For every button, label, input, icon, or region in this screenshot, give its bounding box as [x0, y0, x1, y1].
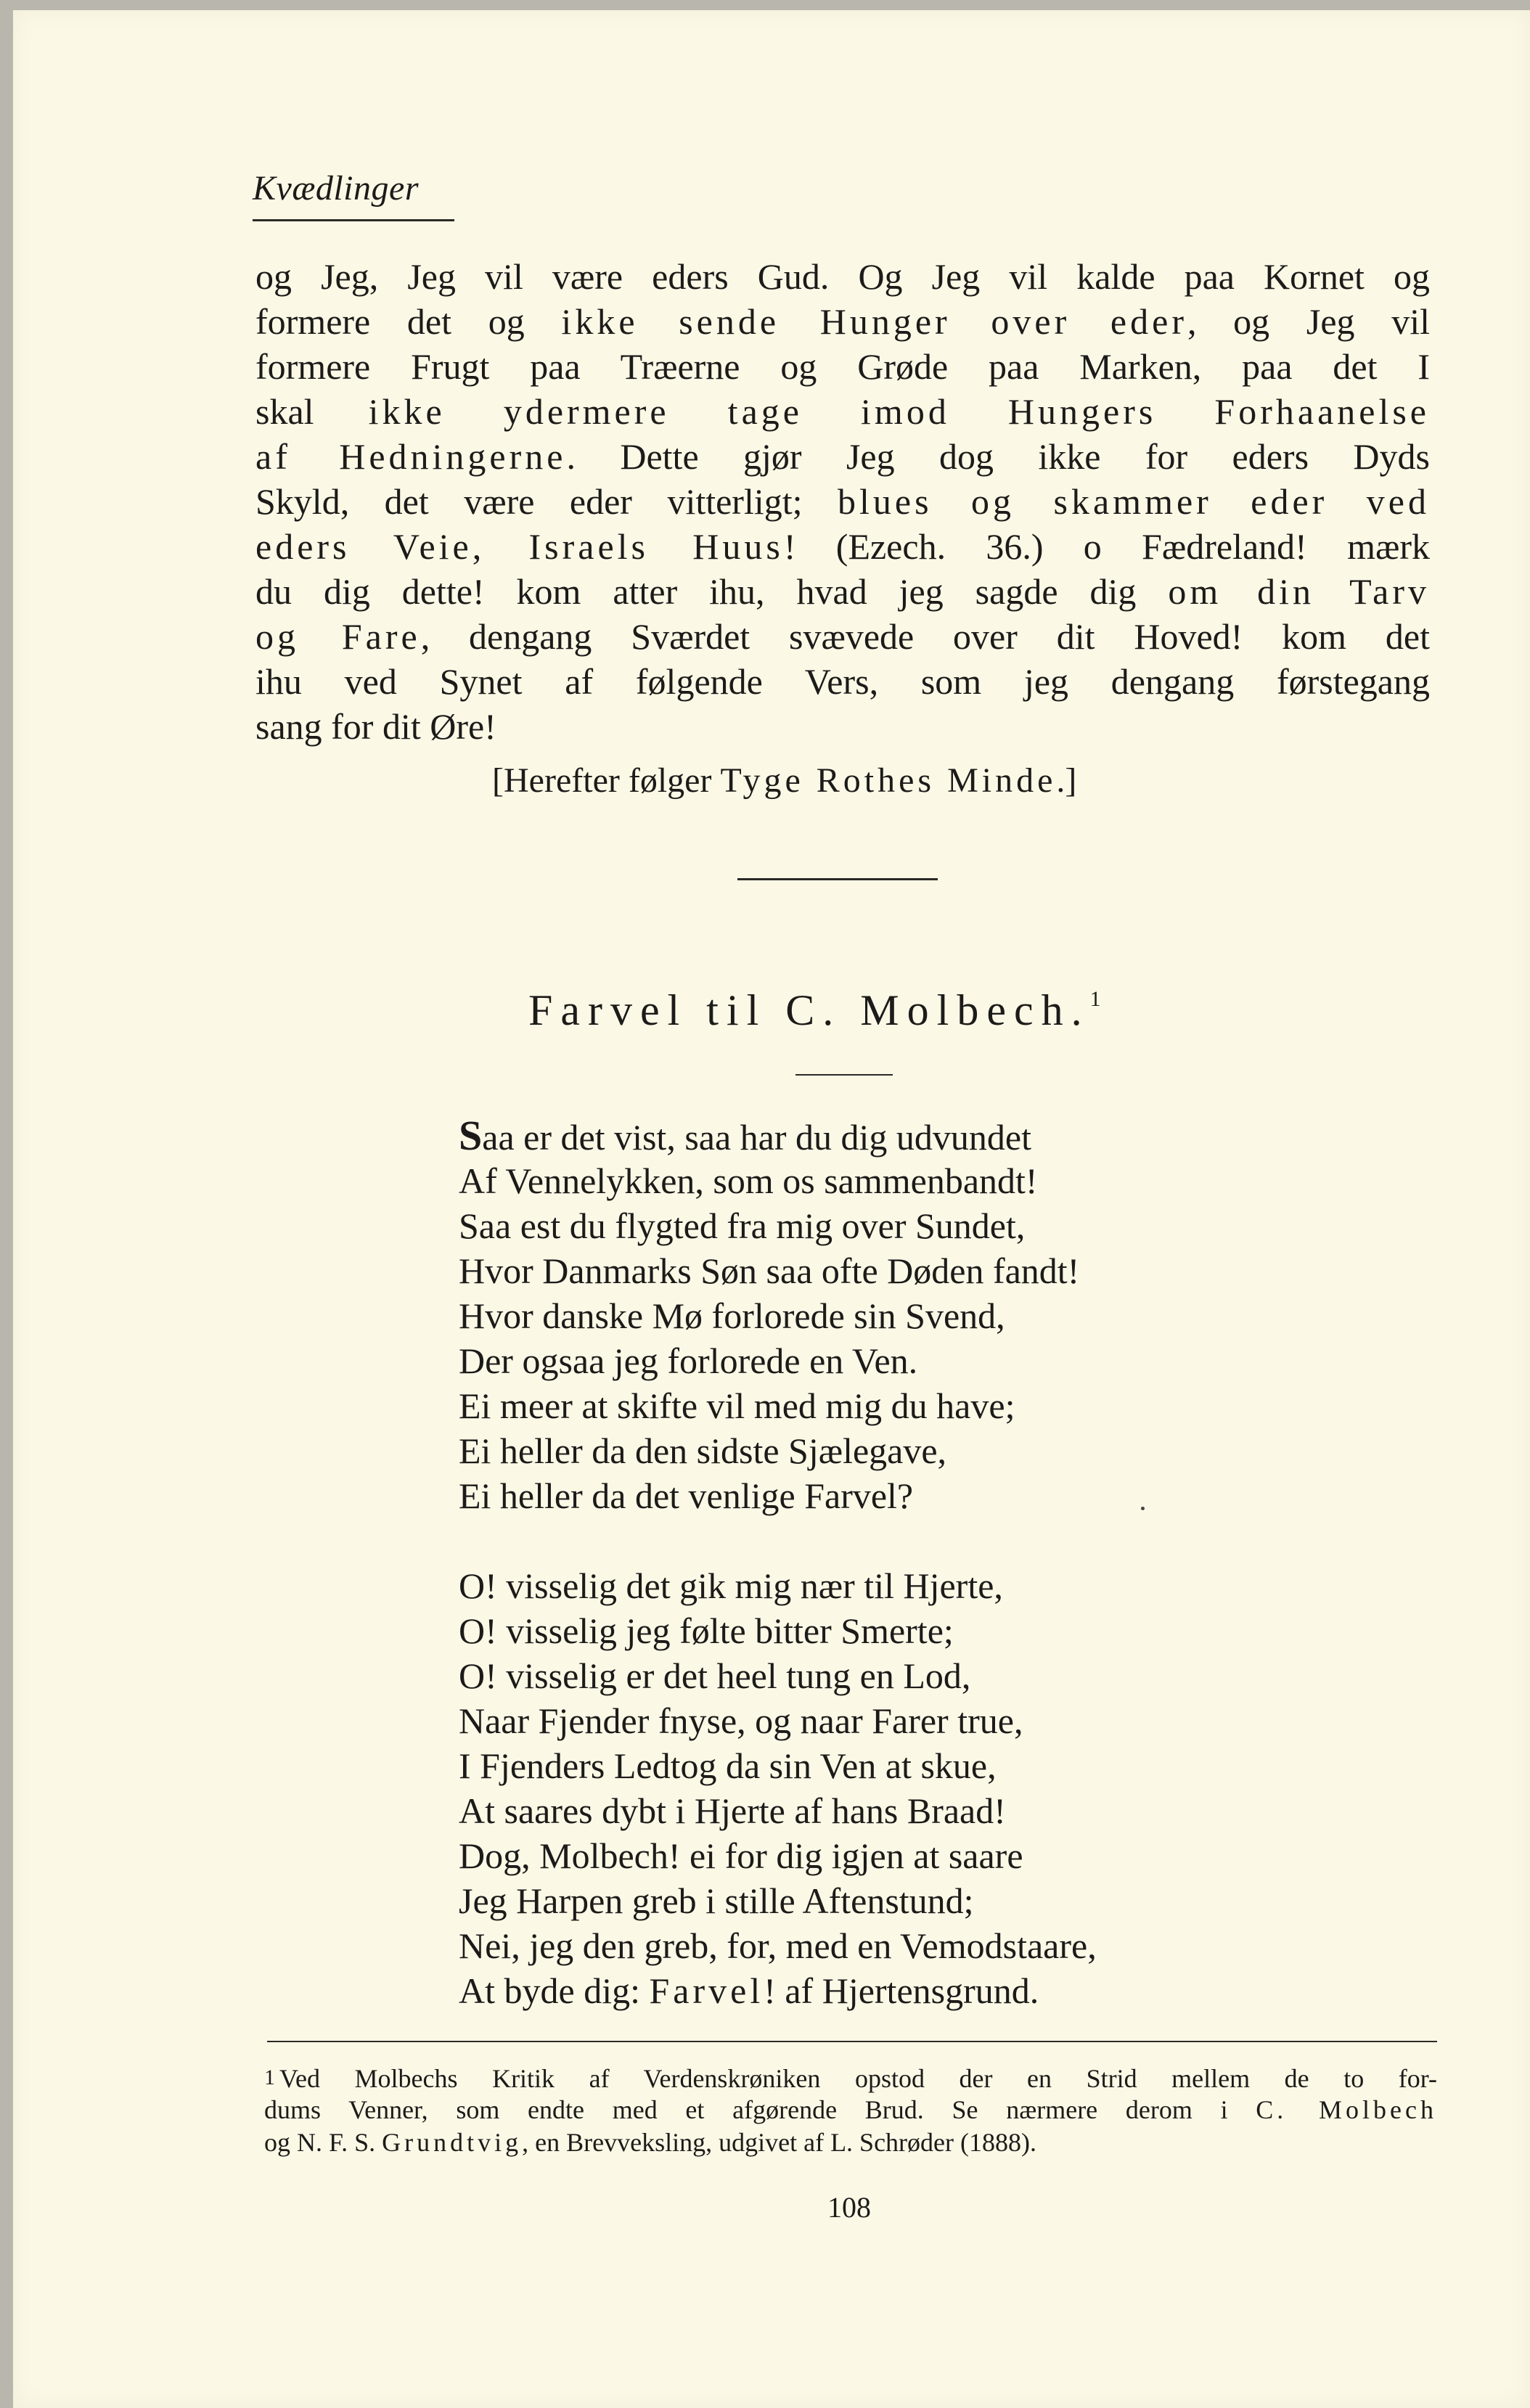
prose-line: Skyld, det være eder vitterligt; blues og skammer eder ved — [255, 481, 1430, 522]
prose-line: formere det og ikke sende Hunger over eder, og Jeg vil — [255, 301, 1431, 342]
book-page — [13, 10, 1530, 2408]
footnote-line: 1 Ved Molbechs Kritik af Verdenskrøniken opstod der en Strid mellem de to for- — [264, 2064, 1437, 2093]
prose-line: ihu ved Synet af følgende Vers, som jeg dengang førstegang — [255, 661, 1430, 702]
editorial-note: [Herefter følger Tyge Rothes Minde.] — [492, 761, 1077, 800]
verse-line: Ei meer at skifte vil med mig du have; — [459, 1385, 1015, 1426]
verse-line: Nei, jeg den greb, for, med en Vemodstaare, — [459, 1925, 1097, 1966]
verse-line: Af Vennelykken, som os sammenbandt! — [459, 1160, 1038, 1201]
verse-line: Naar Fjender fnyse, og naar Farer true, — [459, 1700, 1023, 1741]
footnote — [264, 2061, 1437, 2159]
page-number: 108 — [827, 2191, 871, 2224]
verse-line: At byde dig: Farvel! af Hjertensgrund. — [459, 1970, 1039, 2011]
verse-line: Hvor Danmarks Søn saa ofte Døden fandt! — [459, 1250, 1080, 1291]
running-head-underline — [253, 219, 454, 221]
print-speck — [1141, 1507, 1145, 1510]
stanza-2 — [459, 1563, 1097, 2013]
prose-line: formere Frugt paa Træerne og Grøde paa Marken, paa det I — [255, 346, 1430, 387]
running-head: Kvædlinger — [253, 169, 419, 208]
verse-line: Saa est du flygted fra mig over Sundet, — [459, 1205, 1026, 1246]
footnote-marker: 1 — [264, 2065, 275, 2089]
prose-line: skal ikke ydermere tage imod Hungers Forhaanelse — [255, 391, 1430, 432]
verse-line: Hvor danske Mø forlorede sin Svend, — [459, 1295, 1005, 1336]
title-divider — [795, 1074, 893, 1076]
verse-line: Dog, Molbech! ei for dig igjen at saare — [459, 1835, 1023, 1876]
stanza-1 — [459, 1113, 1079, 1518]
verse-line: Der ogsaa jeg forlorede en Ven. — [459, 1340, 918, 1381]
verse-line: Saa er det vist, saa har du dig udvundet — [459, 1112, 1031, 1159]
prose-line: du dig dette! kom atter ihu, hvad jeg sagde dig om din Tarv — [255, 571, 1430, 612]
footnote-line: og N. F. S. Grundtvig, en Brevveksling, udgivet af L. Schrøder (1888). — [264, 2128, 1036, 2157]
prose-paragraph — [255, 254, 1430, 749]
initial-letter: S — [459, 1112, 483, 1159]
prose-line: og Fare, dengang Sværdet svævede over dit Hoved! kom det — [255, 616, 1431, 657]
verse-line: Ei heller da det venlige Farvel? — [459, 1475, 914, 1516]
poem-title: Farvel til C. Molbech.$^1$ — [528, 986, 1101, 1034]
verse-line: O! visselig jeg følte bitter Smerte; — [459, 1610, 954, 1651]
footnote-line: dums Venner, som endte med et afgørende Brud. Se nærmere derom i C. Molbech — [264, 2095, 1437, 2124]
verse-line: O! visselig det gik mig nær til Hjerte, — [459, 1565, 1003, 1606]
footnote-reference: 1 — [1089, 987, 1101, 1011]
footnote-rule — [267, 2041, 1437, 2042]
prose-line: eders Veie, Israels Huus! (Ezech. 36.) o Fædreland! mærk — [255, 526, 1430, 567]
verse-line: Jeg Harpen greb i stille Aftenstund; — [459, 1880, 974, 1921]
verse-line: Ei heller da den sidste Sjælegave, — [459, 1430, 947, 1471]
prose-line: sang for dit Øre! — [255, 706, 496, 747]
verse-line: I Fjenders Ledtog da sin Ven at skue, — [459, 1745, 997, 1786]
verse-line: O! visselig er det heel tung en Lod, — [459, 1655, 971, 1696]
section-divider — [737, 878, 938, 880]
prose-line: og Jeg, Jeg vil være eders Gud. Og Jeg vil kalde paa Kornet og — [255, 256, 1430, 297]
prose-line: af Hedningerne. Dette gjør Jeg dog ikke for eders Dyds — [255, 436, 1430, 477]
verse-line: At saares dybt i Hjerte af hans Braad! — [459, 1790, 1006, 1831]
